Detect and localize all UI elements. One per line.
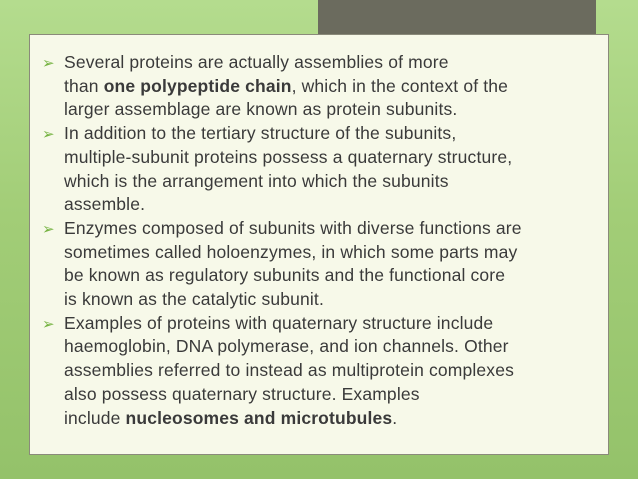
- title-tab: [318, 0, 596, 35]
- bullet-item: [40, 217, 608, 312]
- bullet-item: [40, 51, 608, 122]
- text-line: Enzymes composed of subunits with diverse functions are: [64, 217, 522, 238]
- bold-term: one polypeptide chain: [103, 75, 292, 96]
- text-line: multiple-subunit proteins possess a quaternary structure,: [64, 146, 513, 167]
- text-line: assemblies referred to instead as multiprotein complexes: [64, 360, 514, 381]
- text-line: is known as the catalytic subunit.: [64, 289, 324, 310]
- text-line: which is the arrangement into which the subunits: [64, 170, 449, 191]
- text-line: also possess quaternary structure. Examples: [64, 383, 420, 404]
- bold-term: nucleosomes and microtubules: [125, 407, 393, 428]
- bullet-arrow-icon: ➢: [42, 315, 55, 333]
- text-line: Examples of proteins with quaternary structure include: [64, 312, 494, 333]
- text-line: In addition to the tertiary structure of the subunits,: [64, 123, 457, 144]
- text-line: include nucleosomes and microtubules.: [64, 407, 398, 428]
- text-line: larger assemblage are known as protein subunits.: [64, 99, 458, 120]
- text-line: than one polypeptide chain, which in the context of the: [64, 75, 509, 96]
- text-line: sometimes called holoenzymes, in which some parts may: [64, 241, 518, 262]
- bullet-item: [40, 122, 608, 217]
- bullet-arrow-icon: ➢: [42, 220, 55, 238]
- text-line: haemoglobin, DNA polymerase, and ion channels. Other: [64, 336, 509, 357]
- bullet-item: [40, 312, 608, 431]
- content-box: [29, 34, 609, 455]
- text-line: assemble.: [64, 194, 146, 215]
- text-line: Several proteins are actually assemblies of more: [64, 52, 449, 72]
- text-line: be known as regulatory subunits and the functional core: [64, 265, 506, 286]
- bullet-arrow-icon: ➢: [42, 126, 55, 144]
- bullet-list: [40, 51, 608, 430]
- bullet-arrow-icon: ➢: [42, 55, 55, 72]
